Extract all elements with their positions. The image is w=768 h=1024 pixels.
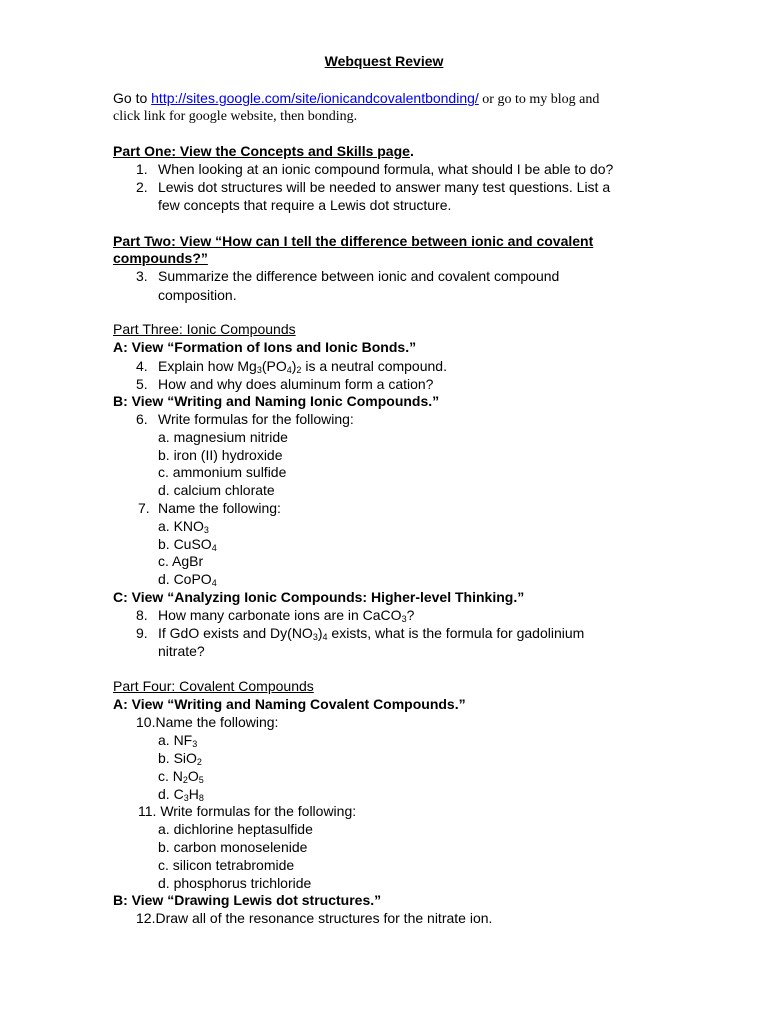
q10d-text-1: d. C xyxy=(158,786,184,802)
question-7-a xyxy=(158,518,209,535)
question-5-number: 5. xyxy=(136,376,148,392)
question-7-b xyxy=(158,536,217,553)
q10c-text-2: O xyxy=(187,768,199,784)
question-2-number: 2. xyxy=(136,179,148,195)
q10b-text: b. SiO xyxy=(158,750,197,766)
question-1-number: 1. xyxy=(136,161,148,177)
question-2-line-2: few concepts that require a Lewis dot structure. xyxy=(158,197,452,213)
question-9-line-2: nitrate? xyxy=(158,643,205,659)
q8-text-pre: How many carbonate ions are in CaCO xyxy=(158,607,402,623)
q7b-text: b. CuSO xyxy=(158,536,212,552)
question-6-d: d. calcium chlorate xyxy=(158,482,275,498)
intro-line-1 xyxy=(113,90,599,108)
question-9-line-1 xyxy=(158,625,584,642)
part-three-heading: Part Three: Ionic Compounds xyxy=(113,321,296,337)
part-two-heading-line-1: Part Two: View “How can I tell the difference between ionic and covalent xyxy=(113,233,594,249)
question-10: 10.Name the following: xyxy=(136,714,279,730)
question-11: 11. Write formulas for the following: xyxy=(138,803,357,819)
part-one-heading-period: . xyxy=(409,143,414,159)
question-10-b xyxy=(158,750,202,767)
q4-text-pre: Explain how Mg xyxy=(158,358,257,374)
q9-sub-1: 3 xyxy=(312,632,318,642)
q7a-sub: 3 xyxy=(203,525,209,535)
part-three-b-heading: B: View “Writing and Naming Ionic Compounds.” xyxy=(113,393,440,409)
q4-text-close: ) xyxy=(291,358,297,374)
question-4-number: 4. xyxy=(136,358,148,374)
question-10-c xyxy=(158,768,204,785)
question-3-number: 3. xyxy=(136,268,148,284)
question-7: Name the following: xyxy=(158,500,281,516)
question-2-line-1: Lewis dot structures will be needed to answer many test questions. List a xyxy=(158,179,611,195)
question-7-number: 7. xyxy=(138,500,150,516)
q7a-text: a. KNO xyxy=(158,518,204,534)
part-two-heading-line-2: compounds?” xyxy=(113,250,208,266)
part-three-a-heading: A: View “Formation of Ions and Ionic Bonds.” xyxy=(113,339,417,355)
question-6-c: c. ammonium sulfide xyxy=(158,464,287,480)
q8-sub: 3 xyxy=(401,614,407,624)
question-6-a: a. magnesium nitride xyxy=(158,429,288,445)
question-3-line-1: Summarize the difference between ionic and covalent compound xyxy=(158,268,560,284)
question-9-number: 9. xyxy=(136,625,148,641)
q4-sub-3: 2 xyxy=(296,365,302,375)
q10c-sub-1: 2 xyxy=(182,775,188,785)
question-3-line-2: composition. xyxy=(158,287,237,303)
q10d-sub-1: 3 xyxy=(183,793,189,803)
question-11-b: b. carbon monoselenide xyxy=(158,839,308,855)
question-10-d xyxy=(158,786,204,803)
q9-text-close: ) xyxy=(317,625,323,641)
intro-after-link: or go to my blog and xyxy=(478,92,600,107)
question-6-number: 6. xyxy=(136,411,148,427)
question-6: Write formulas for the following: xyxy=(158,411,354,427)
question-8-number: 8. xyxy=(136,607,148,623)
q4-text-mid: (PO xyxy=(261,358,287,374)
q8-text-post: ? xyxy=(406,607,415,623)
intro-go-to: Go to xyxy=(113,90,152,106)
question-11-d: d. phosphorus trichloride xyxy=(158,875,312,891)
q4-sub-1: 3 xyxy=(256,365,262,375)
q9-sub-2: 4 xyxy=(322,632,328,642)
page-title: Webquest Review xyxy=(324,53,444,69)
question-12: 12.Draw all of the resonance structures for the nitrate ion. xyxy=(136,910,493,926)
part-one-heading xyxy=(113,143,414,160)
q7b-sub: 4 xyxy=(211,543,217,553)
q9-text-pre: If GdO exists and Dy(NO xyxy=(158,625,313,641)
part-four-b-heading: B: View “Drawing Lewis dot structures.” xyxy=(113,892,382,908)
question-7-d xyxy=(158,571,217,588)
intro-line-2: click link for google website, then bonding. xyxy=(113,109,358,124)
q10d-sub-2: 8 xyxy=(198,793,204,803)
part-four-heading: Part Four: Covalent Compounds xyxy=(113,678,314,694)
question-1: When looking at an ionic compound formula, what should I be able to do? xyxy=(158,161,614,177)
question-10-a xyxy=(158,732,197,749)
question-8 xyxy=(158,607,414,624)
question-5: How and why does aluminum form a cation? xyxy=(158,376,434,392)
question-11-a: a. dichlorine heptasulfide xyxy=(158,821,313,837)
q10a-text: a. NF xyxy=(158,732,193,748)
q4-sub-2: 4 xyxy=(286,365,292,375)
part-four-a-heading: A: View “Writing and Naming Covalent Compounds.” xyxy=(113,696,466,712)
question-7-c: c. AgBr xyxy=(158,553,204,569)
question-11-c: c. silicon tetrabromide xyxy=(158,857,295,873)
q10c-sub-2: 5 xyxy=(198,775,204,785)
q10a-sub: 3 xyxy=(192,739,198,749)
q10c-text-1: c. N xyxy=(158,768,183,784)
part-one-heading-text: Part One: View the Concepts and Skills page xyxy=(113,143,410,159)
q10d-text-2: H xyxy=(188,786,199,802)
q7d-text: d. CoPO xyxy=(158,571,212,587)
question-4 xyxy=(158,358,447,375)
q10b-sub: 2 xyxy=(196,757,202,767)
question-6-b: b. iron (II) hydroxide xyxy=(158,447,283,463)
q7d-sub: 4 xyxy=(211,578,217,588)
part-three-c-heading: C: View “Analyzing Ionic Compounds: Higher-level Thinking.” xyxy=(113,589,525,605)
website-link[interactable]: http://sites.google.com/site/ionicandcovalentbonding/ xyxy=(151,90,479,106)
q9-text-post: exists, what is the formula for gadolinium xyxy=(327,625,585,641)
q4-text-post: is a neutral compound. xyxy=(301,358,447,374)
